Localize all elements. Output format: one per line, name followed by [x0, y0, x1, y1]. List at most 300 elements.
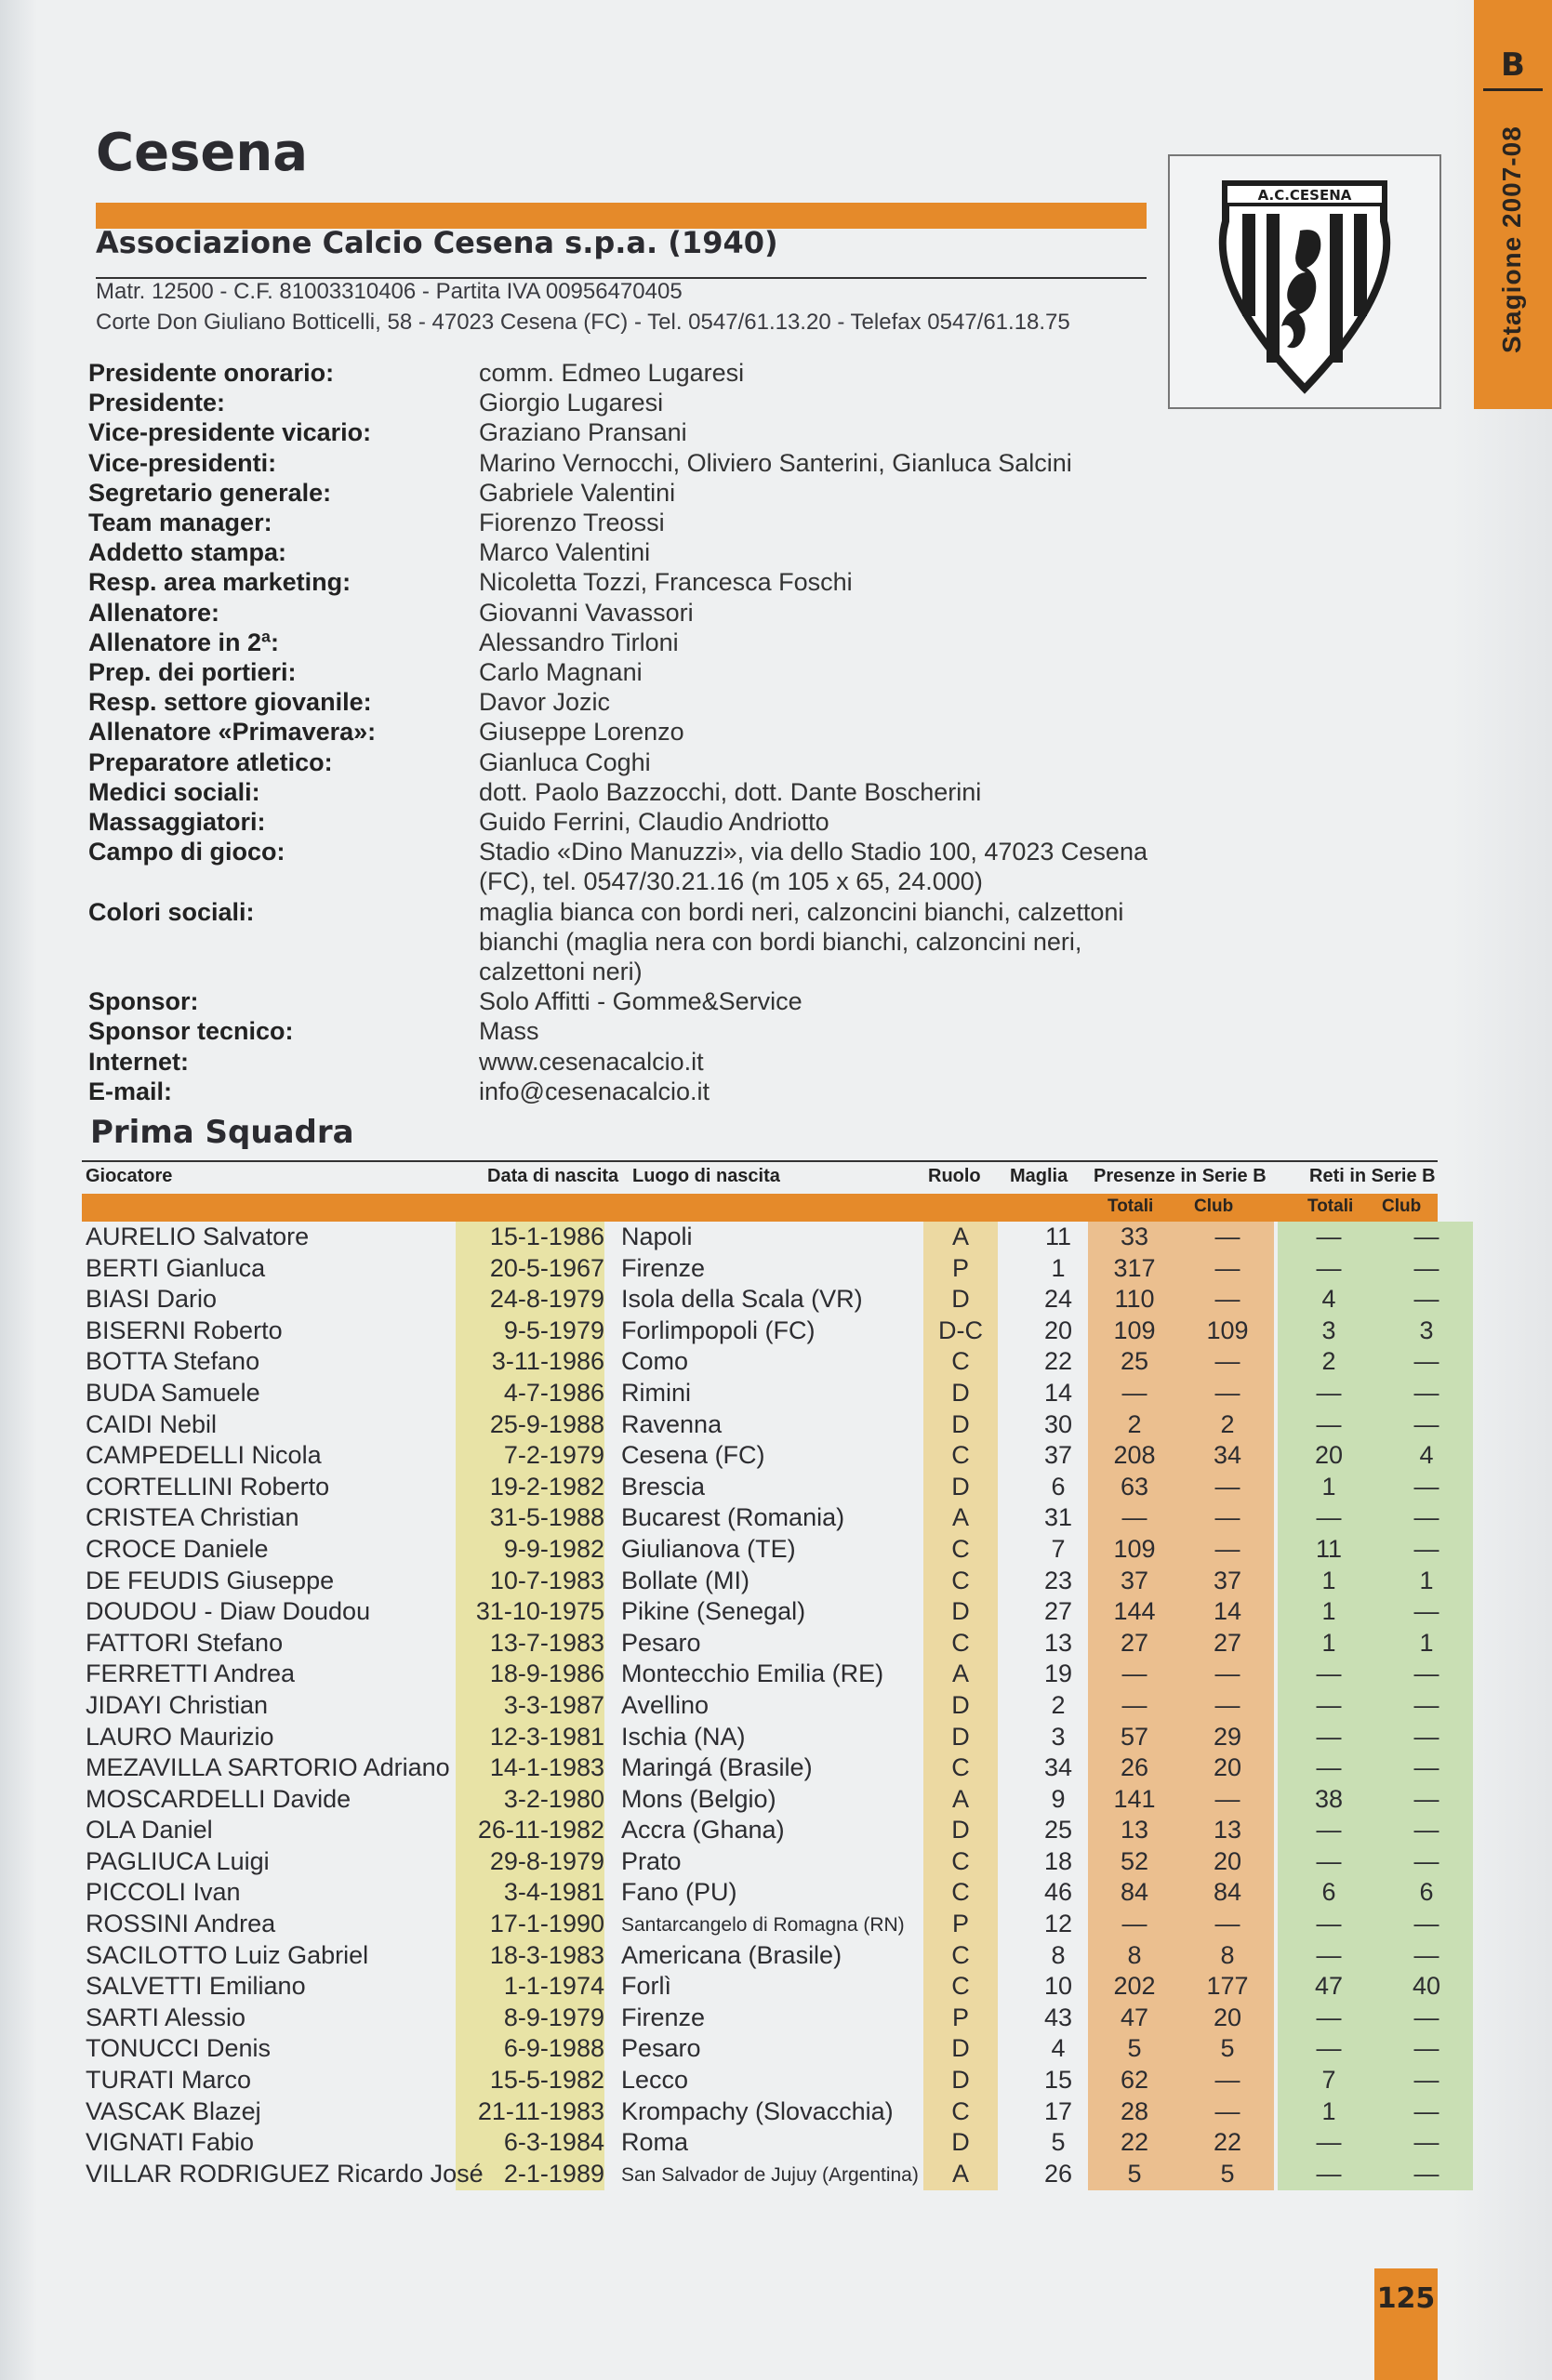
info-value: Guido Ferrini, Claudio Andriotto: [479, 808, 829, 837]
cell-p-club: 37: [1213, 1566, 1242, 1594]
cell-date: 18-9-1986: [489, 1659, 604, 1688]
cell-date: 2-1-1989: [503, 2159, 604, 2188]
cell-r-club: 3: [1419, 1316, 1434, 1344]
club-info-list: [88, 358, 1186, 1106]
table-row: [82, 1628, 1438, 1659]
info-row: [88, 717, 1186, 747]
table-row: [82, 1752, 1438, 1784]
cell-r-club: 1: [1419, 1566, 1434, 1594]
cell-name: MEZAVILLA SARTORIO Adriano: [86, 1753, 450, 1782]
cell-shirt: 22: [1043, 1347, 1073, 1376]
table-subheader: [82, 1194, 1438, 1222]
cell-p-tot: 22: [1120, 2128, 1149, 2157]
info-row: [88, 598, 1186, 628]
cell-r-club: 1: [1419, 1628, 1434, 1657]
cell-role: D: [951, 2128, 970, 2157]
cell-date: 10-7-1983: [489, 1566, 604, 1594]
info-row: [88, 777, 1186, 807]
cell-date: 24-8-1979: [489, 1285, 604, 1314]
cell-shirt: 9: [1051, 1784, 1066, 1813]
shield-icon: [1170, 156, 1439, 407]
table-row: [82, 1284, 1438, 1316]
cell-name: AURELIO Salvatore: [86, 1223, 310, 1250]
cell-r-club: —: [1413, 2159, 1439, 2188]
cell-r-tot: 1: [1321, 1472, 1336, 1501]
info-value: Giovanni Vavassori: [479, 598, 694, 627]
info-label: Colori sociali:: [88, 897, 255, 926]
cell-shirt: 3: [1051, 1722, 1066, 1751]
subheader-appear-club: Club: [1194, 1197, 1234, 1216]
cell-date: 29-8-1979: [489, 1846, 604, 1875]
cell-place: Pikine (Senegal): [621, 1597, 806, 1626]
table-row: [82, 1502, 1438, 1534]
cell-role: D: [951, 2034, 970, 2063]
cell-r-tot: —: [1316, 1753, 1342, 1782]
table-row: [82, 2003, 1438, 2034]
cell-date: 31-5-1988: [489, 1503, 604, 1532]
cell-place: Prato: [621, 1846, 682, 1875]
cell-r-club: —: [1413, 2096, 1439, 2125]
table-row: [82, 2096, 1438, 2128]
cell-r-club: —: [1413, 2003, 1439, 2031]
info-label: Preparatore atletico:: [88, 747, 333, 776]
cell-p-club: —: [1214, 1253, 1240, 1282]
cell-name: TONUCCI Denis: [86, 2034, 272, 2063]
table-row: [82, 1690, 1438, 1722]
cell-place: Americana (Brasile): [621, 1940, 842, 1969]
cell-shirt: 15: [1043, 2066, 1073, 2095]
table-row: [82, 1316, 1438, 1347]
cell-r-club: —: [1413, 1940, 1439, 1969]
table-row: [82, 1346, 1438, 1378]
info-row: [88, 567, 1186, 597]
info-value: Gabriele Valentini: [479, 478, 676, 507]
info-label: Resp. area marketing:: [88, 568, 352, 597]
cell-name: DE FEUDIS Giuseppe: [86, 1566, 335, 1594]
cell-role: A: [951, 2159, 969, 2188]
cell-name: BERTI Gianluca: [86, 1253, 266, 1282]
info-label: Massaggiatori:: [88, 808, 266, 837]
cell-date: 14-1-1983: [489, 1753, 604, 1782]
cell-r-tot: 1: [1321, 1597, 1336, 1626]
cell-shirt: 11: [1044, 1223, 1072, 1250]
info-row: [88, 747, 1186, 777]
cell-shirt: 37: [1043, 1441, 1073, 1470]
info-row: [88, 417, 1186, 447]
cell-place: Maringá (Brasile): [621, 1753, 813, 1782]
info-value: dott. Paolo Bazzocchi, dott. Dante Boscherini: [479, 777, 982, 806]
info-value: Carlo Magnani: [479, 658, 643, 687]
cell-r-tot: —: [1316, 1253, 1342, 1282]
cell-place: Accra (Ghana): [621, 1816, 785, 1844]
cell-r-club: —: [1413, 1597, 1439, 1626]
cell-r-club: —: [1413, 1846, 1439, 1875]
cell-place: Firenze: [621, 2003, 706, 2031]
cell-r-tot: 3: [1321, 1316, 1336, 1344]
cell-place: Pesaro: [621, 2034, 701, 2063]
info-row: [88, 1077, 1186, 1106]
cell-p-tot: 25: [1120, 1347, 1149, 1376]
info-label: Medici sociali:: [88, 777, 260, 806]
cell-role: C: [951, 1972, 970, 2001]
table-row: [82, 2159, 1438, 2190]
subheader-appear-totals: Totali: [1108, 1197, 1154, 1216]
info-label: Addetto stampa:: [88, 538, 287, 567]
club-title: Cesena: [96, 123, 309, 183]
cell-place: Krompachy (Slovacchia): [621, 2096, 894, 2125]
cell-p-tot: 62: [1120, 2066, 1149, 2095]
cell-name: ROSSINI Andrea: [86, 1910, 276, 1938]
table-body: [82, 1222, 1441, 2190]
info-value: Alessandro Tirloni: [479, 628, 679, 656]
cell-place: Napoli: [621, 1223, 693, 1250]
info-label: E-mail:: [88, 1077, 173, 1105]
table-row: [82, 1472, 1438, 1503]
cell-place: Roma: [621, 2128, 689, 2157]
cell-r-tot: —: [1316, 1690, 1342, 1719]
cell-r-club: —: [1413, 1285, 1439, 1314]
info-value: Giuseppe Lorenzo: [479, 718, 684, 747]
cell-place: Firenze: [621, 1253, 706, 1282]
info-value: comm. Edmeo Lugaresi: [479, 359, 745, 387]
cell-shirt: 4: [1051, 2034, 1066, 2063]
cell-role: D: [951, 1472, 970, 1501]
cell-place: Giulianova (TE): [621, 1534, 796, 1563]
cell-shirt: 12: [1043, 1910, 1073, 1938]
info-row: [88, 388, 1186, 417]
cell-name: CRISTEA Christian: [86, 1503, 299, 1532]
info-value: Graziano Pransani: [479, 418, 687, 447]
cell-name: VASCAK Blazej: [86, 2096, 261, 2125]
cell-name: CROCE Daniele: [86, 1534, 269, 1563]
info-label: Resp. settore giovanile:: [88, 688, 372, 717]
cell-role: C: [951, 1846, 970, 1875]
info-row: [88, 478, 1186, 508]
cell-p-club: —: [1214, 1910, 1240, 1938]
cell-r-tot: 1: [1321, 1566, 1336, 1594]
logo-text: A.C.CESENA: [1257, 187, 1352, 204]
cell-r-club: —: [1413, 1659, 1439, 1688]
cell-role: C: [951, 1628, 970, 1657]
cell-place: Brescia: [621, 1472, 706, 1501]
info-value: Stadio «Dino Manuzzi», via dello Stadio 100, 47023 Cesena (FC), tel. 0547/30.21.16 (m 105 x 65, 24.000): [479, 838, 1147, 896]
cell-role: C: [951, 1441, 970, 1470]
cell-date: 8-9-1979: [503, 2003, 604, 2031]
table-row: [82, 1722, 1438, 1753]
cell-p-club: —: [1214, 1223, 1240, 1250]
cell-name: TURATI Marco: [86, 2066, 252, 2095]
cell-r-tot: 20: [1314, 1441, 1344, 1470]
cell-date: 3-3-1987: [503, 1690, 604, 1719]
page-number: 125: [1376, 2282, 1436, 2315]
cell-shirt: 24: [1043, 1285, 1073, 1314]
cell-r-tot: —: [1316, 2159, 1342, 2188]
cell-p-tot: 57: [1120, 1722, 1149, 1751]
cell-r-tot: —: [1316, 1503, 1342, 1532]
cell-r-club: 4: [1419, 1441, 1434, 1470]
cell-name: CAIDI Nebil: [86, 1409, 218, 1438]
cell-name: FERRETTI Andrea: [86, 1659, 296, 1688]
info-value: Davor Jozic: [479, 688, 611, 717]
tab-divider: [1483, 88, 1543, 91]
cell-p-club: 109: [1206, 1316, 1249, 1344]
cell-r-tot: 11: [1315, 1534, 1343, 1563]
cell-r-tot: 38: [1314, 1784, 1344, 1813]
info-row: [88, 657, 1186, 687]
cell-place: Mons (Belgio): [621, 1784, 776, 1813]
cell-p-club: 29: [1213, 1722, 1242, 1751]
cell-r-club: —: [1413, 1753, 1439, 1782]
cell-role: P: [951, 2003, 969, 2031]
cell-r-tot: 4: [1321, 1285, 1336, 1314]
info-row: [88, 508, 1186, 537]
info-row: [88, 687, 1186, 717]
header-appearances: Presenze in Serie B: [1094, 1166, 1267, 1186]
cell-shirt: 25: [1043, 1816, 1073, 1844]
info-value: Gianluca Coghi: [479, 747, 651, 776]
cell-date: 17-1-1990: [489, 1910, 604, 1938]
cell-date: 4-7-1986: [503, 1378, 604, 1407]
table-row: [82, 1222, 1438, 1253]
cell-date: 1-1-1974: [503, 1972, 604, 2001]
cell-p-club: —: [1214, 1378, 1240, 1407]
cell-r-tot: —: [1316, 2128, 1342, 2157]
cell-p-club: —: [1214, 2096, 1240, 2125]
cell-name: SACILOTTO Luiz Gabriel: [86, 1940, 369, 1969]
cell-place: Ravenna: [621, 1409, 723, 1438]
table-row: [82, 1815, 1438, 1846]
cell-r-club: —: [1413, 1534, 1439, 1563]
cell-r-tot: 7: [1321, 2066, 1336, 2095]
cell-place: Bollate (MI): [621, 1566, 750, 1594]
cell-role: A: [951, 1503, 969, 1532]
cell-r-tot: —: [1316, 1659, 1342, 1688]
cell-date: 3-2-1980: [503, 1784, 604, 1813]
cell-r-club: —: [1413, 1910, 1439, 1938]
cell-date: 3-11-1986: [491, 1347, 604, 1376]
info-label: Allenatore in 2ª:: [88, 628, 280, 656]
cell-r-club: —: [1413, 2066, 1439, 2095]
cell-p-tot: 109: [1113, 1534, 1156, 1563]
cell-place: Cesena (FC): [621, 1441, 765, 1470]
cell-role: A: [951, 1223, 969, 1250]
table-row: [82, 1440, 1438, 1472]
table-row: [82, 1378, 1438, 1409]
header-birth-place: Luogo di nascita: [632, 1166, 780, 1186]
info-label: Allenatore:: [88, 598, 220, 627]
info-value: Nicoletta Tozzi, Francesca Foschi: [479, 568, 853, 597]
cell-role: D: [951, 1409, 970, 1438]
cell-role: D: [951, 1285, 970, 1314]
header-player: Giocatore: [86, 1166, 173, 1186]
info-row: [88, 628, 1186, 657]
table-row: [82, 1940, 1438, 1972]
info-label: Sponsor tecnico:: [88, 1017, 294, 1046]
cell-r-tot: —: [1316, 1910, 1342, 1938]
cell-shirt: 34: [1043, 1753, 1073, 1782]
info-label: Campo di gioco:: [88, 838, 285, 866]
info-label: Segretario generale:: [88, 478, 332, 507]
cell-date: 13-7-1983: [489, 1628, 604, 1657]
cell-p-club: 20: [1213, 1753, 1242, 1782]
cell-r-club: —: [1413, 1784, 1439, 1813]
cell-p-club: 2: [1220, 1409, 1235, 1438]
cell-name: VILLAR RODRIGUEZ Ricardo José: [86, 2159, 484, 2188]
cell-place: Bucarest (Romania): [621, 1503, 845, 1532]
cell-p-tot: 52: [1120, 1846, 1149, 1875]
cell-role: D: [951, 2066, 970, 2095]
table-row: [82, 2065, 1438, 2096]
cell-date: 18-3-1983: [489, 1940, 604, 1969]
cell-place: Isola della Scala (VR): [621, 1285, 863, 1314]
cell-p-tot: 47: [1120, 2003, 1149, 2031]
cell-r-club: —: [1413, 1722, 1439, 1751]
info-row: [88, 358, 1186, 388]
cell-p-tot: —: [1121, 1659, 1147, 1688]
cell-role: C: [951, 1347, 970, 1376]
cell-place: Montecchio Emilia (RE): [621, 1659, 884, 1688]
cell-name: DOUDOU - Diaw Doudou: [86, 1597, 371, 1626]
cell-r-club: —: [1413, 1816, 1439, 1844]
cell-r-tot: —: [1316, 1722, 1342, 1751]
cell-place: Avellino: [621, 1690, 710, 1719]
table-row: [82, 1409, 1438, 1441]
cell-p-tot: 28: [1120, 2096, 1149, 2125]
cell-r-club: —: [1413, 1409, 1439, 1438]
cell-shirt: 17: [1043, 2096, 1073, 2125]
cell-date: 31-10-1975: [475, 1597, 604, 1626]
cell-date: 19-2-1982: [489, 1472, 604, 1501]
cell-shirt: 31: [1043, 1503, 1073, 1532]
cell-p-tot: 27: [1120, 1628, 1149, 1657]
cell-shirt: 19: [1043, 1659, 1073, 1688]
cell-p-club: —: [1214, 2066, 1240, 2095]
cell-role: C: [951, 1940, 970, 1969]
cell-place: Pesaro: [621, 1628, 701, 1657]
cell-p-club: —: [1214, 1690, 1240, 1719]
info-label: Presidente:: [88, 389, 226, 417]
info-label: Sponsor:: [88, 987, 199, 1016]
cell-p-club: 13: [1213, 1816, 1242, 1844]
cell-r-tot: 1: [1321, 1628, 1336, 1657]
cell-place: Santarcangelo di Romagna (RN): [621, 1914, 905, 1937]
table-row: [82, 1534, 1438, 1566]
info-label: Vice-presidente vicario:: [88, 418, 372, 447]
info-row: [88, 807, 1186, 837]
cell-place: Ischia (NA): [621, 1722, 746, 1751]
cell-p-tot: 26: [1120, 1753, 1149, 1782]
cell-p-club: 20: [1213, 1846, 1242, 1875]
cell-name: CAMPEDELLI Nicola: [86, 1441, 322, 1470]
cell-p-tot: 202: [1113, 1972, 1156, 2001]
cell-p-club: —: [1214, 1285, 1240, 1314]
info-label: Internet:: [88, 1047, 189, 1076]
cell-name: BISERNI Roberto: [86, 1316, 283, 1344]
cell-p-club: 34: [1213, 1441, 1242, 1470]
cell-role: D-C: [938, 1316, 983, 1344]
cell-shirt: 20: [1043, 1316, 1073, 1344]
cell-p-tot: 141: [1113, 1784, 1156, 1813]
table-row: [82, 2127, 1438, 2159]
cell-p-tot: 13: [1120, 1816, 1149, 1844]
info-value: www.cesenacalcio.it: [479, 1047, 704, 1076]
table-row: [82, 1784, 1438, 1816]
header-shirt: Maglia: [1010, 1166, 1068, 1186]
cell-shirt: 2: [1051, 1690, 1066, 1719]
cell-role: C: [951, 1878, 970, 1907]
cell-role: C: [951, 1534, 970, 1563]
cell-r-tot: 2: [1321, 1347, 1336, 1376]
cell-role: P: [951, 1253, 969, 1282]
table-row: [82, 1877, 1438, 1909]
cell-date: 15-1-1986: [489, 1223, 604, 1250]
cell-date: 20-5-1967: [489, 1253, 604, 1282]
cell-p-tot: 5: [1127, 2159, 1142, 2188]
table-row: [82, 2033, 1438, 2065]
cell-r-tot: —: [1316, 1223, 1342, 1250]
subheader-goals-totals: Totali: [1307, 1197, 1354, 1216]
info-row: [88, 897, 1186, 987]
table-row: [82, 1971, 1441, 2003]
cell-p-tot: —: [1121, 1910, 1147, 1938]
cell-r-club: 40: [1412, 1972, 1441, 2001]
info-label: Team manager:: [88, 509, 272, 537]
cell-p-tot: 63: [1120, 1472, 1149, 1501]
info-value: Mass: [479, 1017, 539, 1046]
cell-date: 12-3-1981: [489, 1722, 604, 1751]
cell-p-tot: 84: [1120, 1878, 1149, 1907]
cell-p-club: 5: [1220, 2159, 1235, 2188]
cell-name: PAGLIUCA Luigi: [86, 1846, 270, 1875]
cell-r-tot: 1: [1321, 2096, 1336, 2125]
series-letter: B: [1501, 46, 1525, 84]
cell-r-club: —: [1413, 1347, 1439, 1376]
cell-place: Fano (PU): [621, 1878, 737, 1907]
cell-r-club: —: [1413, 1378, 1439, 1407]
cell-shirt: 13: [1043, 1628, 1073, 1657]
info-row: [88, 1016, 1186, 1046]
cell-place: Rimini: [621, 1378, 692, 1407]
cell-r-tot: —: [1316, 1816, 1342, 1844]
cell-place: Lecco: [621, 2066, 689, 2095]
registration-info: Matr. 12500 - C.F. 81003310406 - Partita IVA 00956470405: [96, 279, 683, 304]
cell-name: PICCOLI Ivan: [86, 1878, 241, 1907]
cell-date: 9-5-1979: [503, 1316, 604, 1344]
cell-p-club: —: [1214, 1472, 1240, 1501]
cell-r-club: —: [1413, 2034, 1439, 2063]
cell-p-club: —: [1214, 1347, 1240, 1376]
info-value: Giorgio Lugaresi: [479, 389, 664, 417]
cell-p-club: 177: [1206, 1972, 1249, 2001]
cell-p-club: 8: [1220, 1940, 1235, 1969]
cell-r-club: 6: [1419, 1878, 1434, 1907]
cell-r-club: —: [1413, 2128, 1439, 2157]
cell-r-club: —: [1413, 1690, 1439, 1719]
cell-p-tot: 37: [1120, 1566, 1149, 1594]
cell-date: 9-9-1982: [503, 1534, 604, 1563]
cell-role: C: [951, 1566, 970, 1594]
cell-shirt: 27: [1043, 1597, 1073, 1626]
cell-name: SALVETTI Emiliano: [86, 1972, 306, 2001]
header-goals: Reti in Serie B: [1309, 1166, 1436, 1186]
season-label: Stagione 2007-08: [1497, 126, 1526, 353]
cell-date: 6-9-1988: [503, 2034, 604, 2063]
cell-shirt: 46: [1043, 1878, 1073, 1907]
cell-shirt: 10: [1043, 1972, 1073, 2001]
info-row: [88, 537, 1186, 567]
cell-r-tot: —: [1316, 1409, 1342, 1438]
info-label: Prep. dei portieri:: [88, 658, 297, 687]
